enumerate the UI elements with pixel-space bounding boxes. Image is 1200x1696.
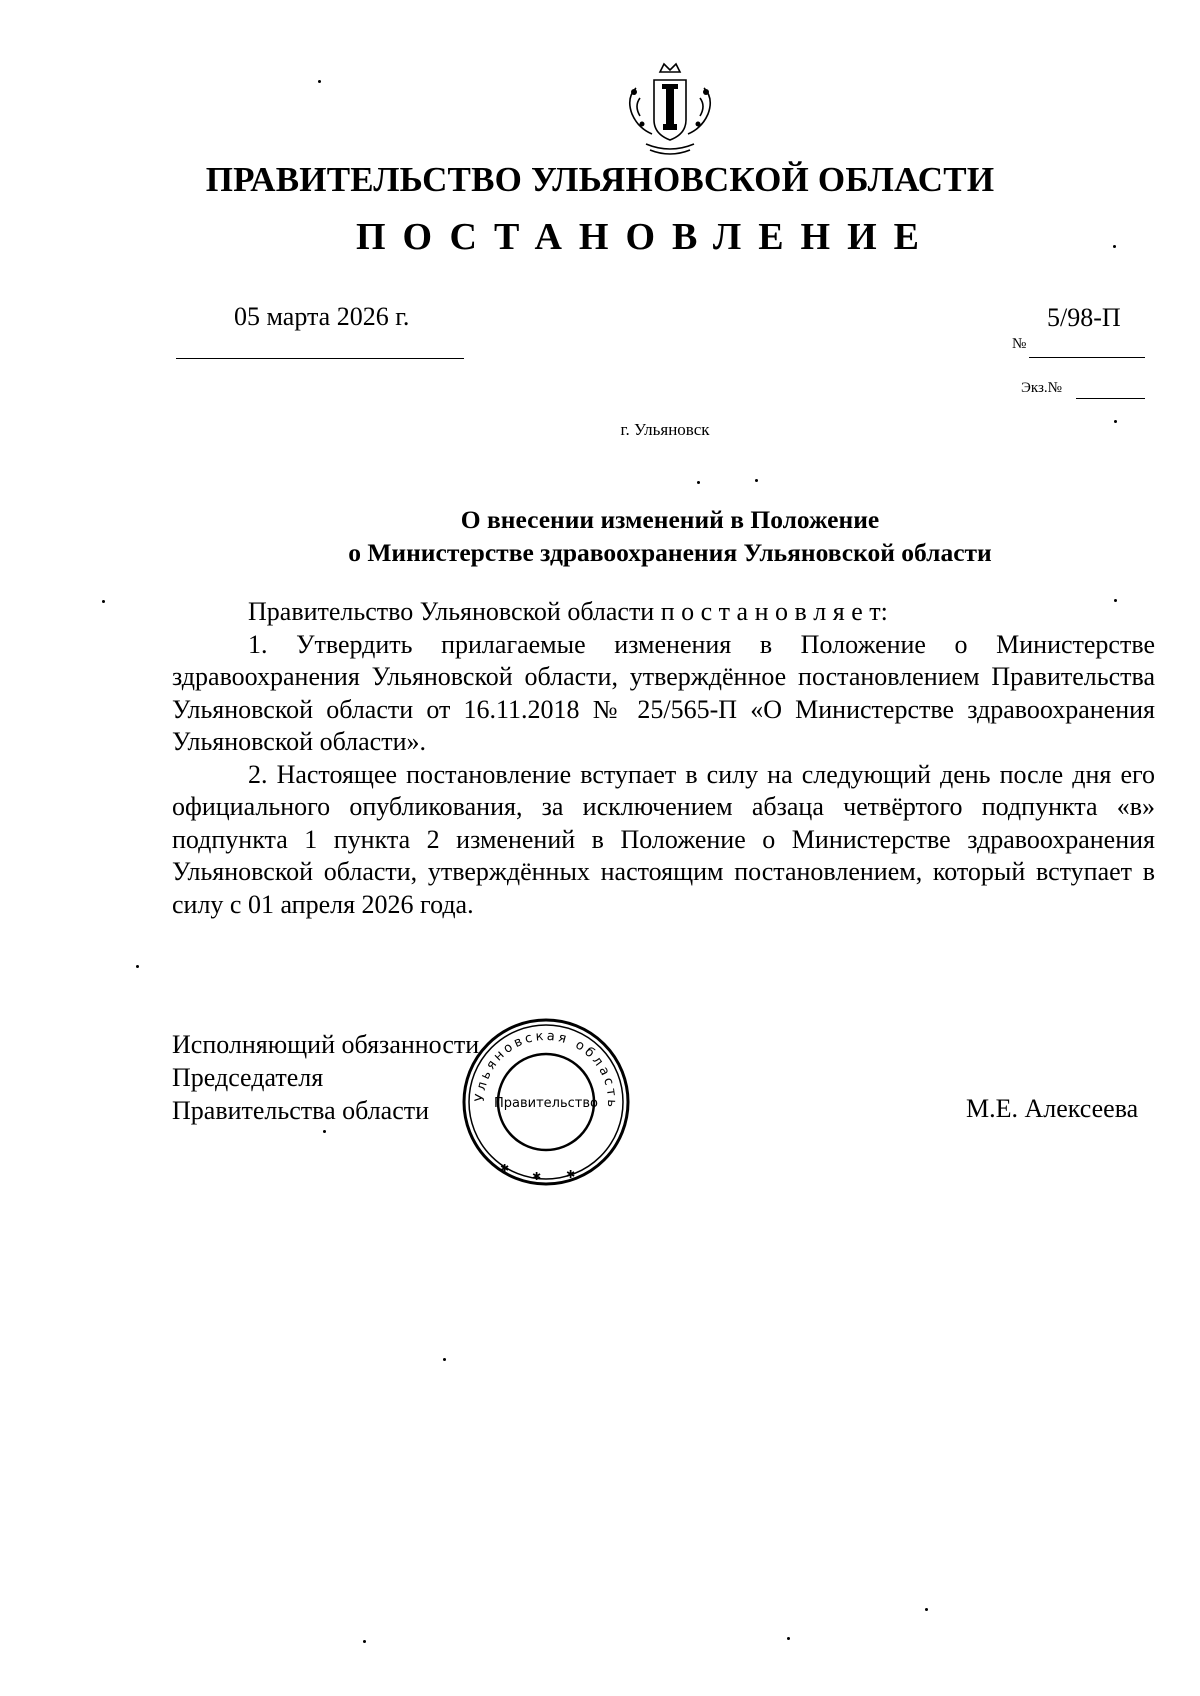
seal-center-text: Правительство bbox=[494, 1096, 598, 1111]
document-heading bbox=[280, 503, 1060, 569]
signer-position bbox=[172, 1028, 479, 1127]
seal-stars bbox=[500, 1162, 575, 1183]
number-label: № bbox=[1012, 336, 1027, 352]
heading-line-1: О внесении изменений в Положение bbox=[460, 505, 880, 534]
scan-speck bbox=[323, 1130, 326, 1133]
scan-speck bbox=[102, 600, 105, 603]
svg-text:✱: ✱ bbox=[532, 1170, 542, 1183]
signer-position-line-3: Правительства области bbox=[172, 1096, 430, 1125]
signer-position-line-1: Исполняющий обязанности bbox=[172, 1030, 480, 1059]
document-body bbox=[172, 596, 1155, 921]
signer-position-line-2: Председателя bbox=[172, 1063, 324, 1092]
heading-line-2: о Министерстве здравоохранения Ульяновской области bbox=[348, 538, 992, 567]
item-2-paragraph: 2. Настоящее постановление вступает в силу на следующий день после дня его официального опубликования, за исключением абзаца четвёртого подпункта «в» подпункта 1 пункта 2 изменений в Положение о Министерстве здравоохранения Ульяновской области, утверждённых настоящим постановлением, который вступает в силу с 01 апреля 2026 года. bbox=[172, 759, 1155, 919]
scan-speck bbox=[787, 1637, 790, 1640]
scan-speck bbox=[443, 1358, 446, 1361]
scan-speck bbox=[136, 965, 139, 968]
date-underline bbox=[176, 358, 464, 359]
city: г. Ульяновск bbox=[620, 420, 710, 439]
decree-paragraph: Правительство Ульяновской области п о с т а н о в л я е т: bbox=[248, 597, 888, 626]
number-underline bbox=[1029, 357, 1145, 358]
signer-name: М.Е. Алексеева bbox=[966, 1094, 1139, 1123]
document-type: ПОСТАНОВЛЕНИЕ bbox=[355, 216, 937, 258]
document-date: 05 марта 2026 г. bbox=[234, 302, 410, 331]
scan-speck bbox=[925, 1608, 928, 1611]
seal-ring-text: Ульяновская область bbox=[472, 1028, 620, 1111]
scan-speck bbox=[1114, 599, 1117, 602]
scan-speck bbox=[1113, 245, 1116, 248]
scan-speck bbox=[1114, 420, 1117, 423]
copy-number-underline bbox=[1076, 398, 1145, 399]
scan-speck bbox=[363, 1640, 366, 1643]
government-name: ПРАВИТЕЛЬСТВО УЛЬЯНОВСКОЙ ОБЛАСТИ bbox=[205, 160, 995, 199]
item-1-paragraph: 1. Утвердить прилагаемые изменения в Положение о Министерстве здравоохранения Ульяновской области, утверждённое постановлением Правительства Ульяновской области от 16.11.2018 № 25/565-П «О Министерстве здравоохранения Ульяновской области». bbox=[172, 629, 1155, 756]
official-seal-stamp bbox=[460, 1016, 632, 1188]
svg-text:✱: ✱ bbox=[566, 1168, 576, 1181]
copy-number-label: Экз.№ bbox=[1021, 380, 1062, 396]
scan-speck bbox=[755, 479, 758, 482]
coat-of-arms-emblem bbox=[616, 58, 724, 158]
svg-text:✱: ✱ bbox=[500, 1162, 510, 1175]
scan-speck bbox=[318, 80, 321, 83]
scan-speck bbox=[697, 481, 700, 484]
document-number: 5/98-П bbox=[1047, 303, 1121, 332]
